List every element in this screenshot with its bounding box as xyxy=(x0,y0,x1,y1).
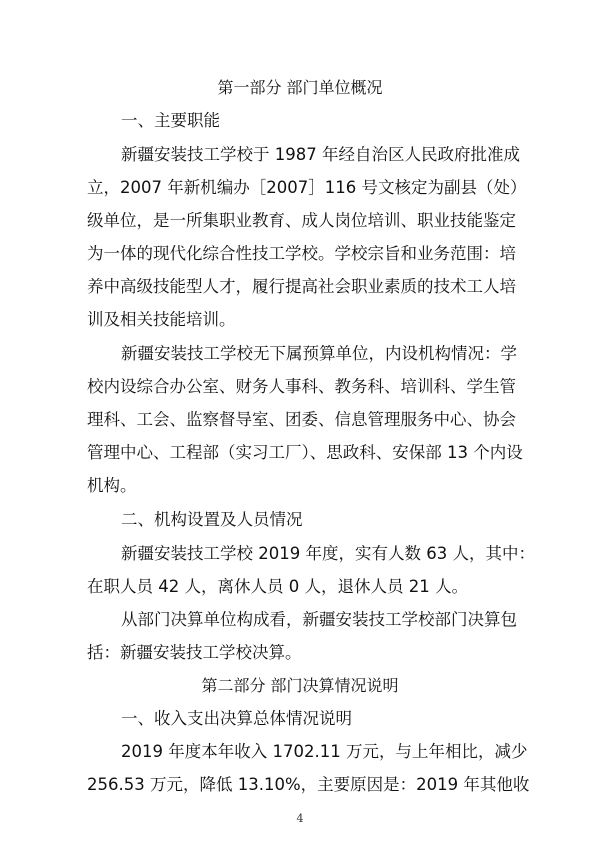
paragraph-line: 养中高级技能型人才，履行提高社会职业素质的技术工人培 xyxy=(87,277,516,296)
paragraph-line: 理科、工会、监察督导室、团委、信息管理服务中心、协会 xyxy=(87,410,516,429)
paragraph-line: 机构。 xyxy=(87,476,137,495)
paragraph-line: 新疆安装技工学校 2019 年度，实有人数 63 人，其中： xyxy=(121,544,535,563)
paragraph-line: 2019 年度本年收入 1702.11 万元，与上年相比，减少 xyxy=(121,742,528,761)
paragraph-line: 级单位，是一所集职业教育、成人岗位培训、职业技能鉴定 xyxy=(87,211,516,230)
paragraph-line: 从部门决算单位构成看，新疆安装技工学校部门决算包 xyxy=(121,610,517,629)
paragraph-line: 新疆安装技工学校无下属预算单位，内设机构情况：学 xyxy=(121,344,517,363)
paragraph-line: 新疆安装技工学校于 1987 年经自治区人民政府批准成 xyxy=(121,145,520,164)
section1-heading: 一、主要职能 xyxy=(121,111,220,130)
paragraph-line: 管理中心、工程部（实习工厂）、思政科、安保部 13 个内设 xyxy=(87,443,523,462)
paragraph-line: 立，2007 年新机编办［2007］116 号文核定为副县（处） xyxy=(87,178,527,197)
paragraph-line: 为一体的现代化综合性技工学校。学校宗旨和业务范围：培 xyxy=(87,244,516,263)
part2-title: 第二部分 部门决算情况说明 xyxy=(201,676,399,695)
paragraph-line: 256.53 万元，降低 13.10%，主要原因是：2019 年其他收 xyxy=(87,775,530,794)
paragraph-line: 校内设综合办公室、财务人事科、教务科、培训科、学生管 xyxy=(87,377,516,396)
section2-heading: 二、机构设置及人员情况 xyxy=(121,510,303,529)
paragraph-line: 括：新疆安装技工学校决算。 xyxy=(87,643,302,662)
paragraph-line: 在职人员 42 人，离休人员 0 人，退休人员 21 人。 xyxy=(87,577,468,596)
part2-section1-heading: 一、收入支出决算总体情况说明 xyxy=(121,709,352,728)
paragraph-line: 训及相关技能培训。 xyxy=(87,310,236,329)
part1-title: 第一部分 部门单位概况 xyxy=(217,78,383,97)
page-number: 4 xyxy=(296,812,304,825)
